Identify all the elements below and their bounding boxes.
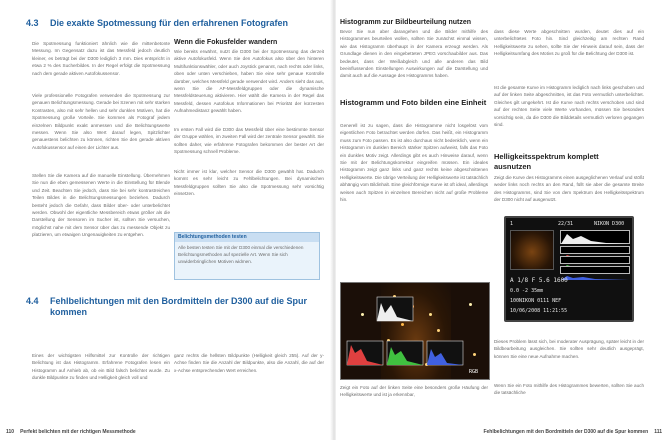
lcd-histogram-green	[560, 256, 630, 264]
subheading: Histogramm und Foto bilden eine Einheit	[340, 98, 487, 107]
paragraph: Generell ist zu sagen, dass die Histogramme nicht losgelöst vom eigentlichen Foto betrachtet werden dürfen. Das heißt, ein Histogramm muss zum Foto passen. Es ist also durchaus nicht bedenklich, wenn ein Histogramm im dunklen Bereich stärker Spitzen aufweist, falls das Foto ein dunkles Motiv zeigt. Allerdings gibt es auch Hinweise darauf, wenn Sie mit der Belichtungskorrektur eingreifen müssen. Ein ideales Histogramm zeigt ganz links und ganz rechts keine abgeschnittenen Helligkeitswerte. Die übrige Verteilung der Helligkeitswerte ist tatsächlich abhängig vom Bildinhalt. Eine gleichförmige Kurve ist oft ideal, allerdings weisen auch Spitzen in einzelnen Bereichen nicht auf große Probleme hin.	[340, 123, 488, 203]
christmas-tree-photo	[340, 282, 490, 380]
subheading: Wenn die Fokusfelder wandern	[174, 39, 278, 46]
page-number: 110	[6, 429, 15, 435]
paragraph: Eines der wichtigsten Hilfsmittel zur Kontrolle der richtigen Belichtung ist das Histogramm. Erfahrene Fotografen lesen ein Histogramm auf Anhieb ab, ob ein Bild falsch belichtet wurde. Zu dunkle Bildpunkte zu finden und Helligkeit gleich voll und	[32, 353, 170, 381]
left-page	[0, 0, 332, 440]
section-number: 4.4	[26, 296, 39, 306]
lcd-date-row: 10/06/2008 11:21:55	[510, 308, 568, 314]
lcd-exposure-row: A 1/8 F 5.6 1600	[510, 277, 568, 284]
info-box	[174, 232, 320, 280]
lcd-file-row: 100NIKON 0111 NEF	[510, 298, 562, 304]
lcd-settings-row: 0.0 -2 35mm	[510, 288, 544, 294]
section-heading-4-4	[26, 296, 326, 318]
section-heading-4-3	[26, 18, 326, 29]
lcd-image-counter: 22/31	[558, 221, 574, 227]
lcd-histogram-blue	[560, 266, 630, 274]
rgb-histogram-overlay	[341, 283, 490, 380]
subheading: Histogramm zur Bildbeurteilung nutzen	[340, 19, 472, 26]
paragraph: Ist die gesamte Kurve im Histogramm lediglich nach links geschoben und auf der linken Seite abgeschnitten, ist das Foto vermutlich unterbelichtet. Gleiches gilt umgekehrt. Ist die Kurve nach rechts verschoben und sind auf der rechten Seite viele Werte vorhanden, müssen Sie besonders vorsichtig sein, da die D300 die Bilddetails vermutlich verloren gegangen sind.	[494, 85, 644, 128]
paragraph: Die Spotmessung funktioniert ähnlich wie die mittenbetonte Messung. Im Gegensatz dazu ist das Messfeld jedoch deutlich kleiner, es beträgt bei der D300 lediglich 3 mm. Dies entspricht in etwa 2 % des Sucherbildes. In der Regel erfolgt die Spotmessung nach dem gerade aktiven Autofokussensor.	[32, 41, 170, 76]
right-page	[336, 0, 668, 440]
info-box-text: Alle besten testen Sie mit der D300 einmal die verschiedenen Belichtungsmethoden auf spezielle Art. Wenn Sie sich unwiderbringlichen Motiven widmen.	[178, 245, 304, 265]
paragraph: Zeigt die Kurve des Histogramms einen ausgeglichenen Verlauf und stößt weder links noch rechts an den Rand, füllt sie aber die gesamte Breite des Histogramms, sind Sie von dem Spektrum des Helligkeitsspektrum der D300 nicht auf ausgenutzt.	[494, 175, 644, 203]
lcd-histogram-luminance	[560, 230, 630, 244]
lcd-thumbnail	[510, 230, 554, 270]
subheading: Helligkeitsspektrum komplett ausnutzen	[494, 152, 599, 171]
paragraph: Wie bereits erwähnt, nutzt die D300 bei der Spotmessung das derzeit aktive Autofokusfeld. Wenn Sie den Autofokus also über den hinteren Multifunktionswähler, oder auch Joystick genannt, nach rechts oder links, oben oder unten verschieben, haben Sie eine sehr genaue Kontrolle darüber, welches Messfeld gerade verwendet wird. Anders sieht das aus, wenn Sie die AF-Messfeldgruppen oder die dynamische Messfeldsteuerung aktivieren. Hier wählt die Kamera in der Regel das Messfeld, dessen Autofokus Informationen bei Priorität der kürzesten Aufnahmedistanz gewählt haben.	[174, 49, 324, 114]
lcd-histogram-red	[560, 246, 630, 254]
section-number: 4.3	[26, 18, 39, 28]
paragraph: Stellen Sie die Kamera auf die manuelle Einstellung. Übernehmen Sie nun die eben gemessenen Werte in die Einstellung für Blende und Zeit. Beachten Sie jedoch, dass Sie bei sehr kontrastreichen Teilen Bildes in die Belichtungsmessungen beziehen. Dadurch besteht jedoch die Gefahr, dass Bilder über- oder unterbelichtet werden. Obwohl der eigentliche Messbereich etwas größer als die Darstellung der Sensoren im Sucher ist, sollten Sie versuchen, möglichst nahe mit dem Sensor über das zu messende Objekt zu platzieren, um etwaigen Ungenauigkeiten zu entgehen.	[32, 173, 170, 238]
paragraph: Bevor Sie nun aber darangehen und die Bilder mithilfe des Histogrammes beurteilen wollen, sollten Sie zunächst einmal wissen, wie das Histogramm überhaupt in der Kamera erzeugt werden. Als Grundlage dienen in den eingebetteten JPEG vorschaubilder aus. Das bedeutet, dass der Weißabgleich und alle anderen das Bild beeinflussenden Einstellungen Auswirkungen auf die Darstellung und damit auch auf die Aussage des Histogramms haben.	[340, 29, 488, 79]
running-title: Fehlbelichtungen mit den Bordmitteln der D300 auf die Spur kommen	[483, 429, 649, 435]
paragraph: Dieses Problem lässt sich, bei moderater Ausprägung, später leicht in der Bildbearbeitung ausgleichen. Sie sollten sehr deutlich ausgeprägt, können Sie eine neue Aufnahme machen.	[494, 339, 644, 359]
paragraph: Viele professionelle Fotografen verwenden die Spotmessung zur genauen Belichtungsmessung. Gerade bei Szenen mit sehr starken Kontrasten, also mit sehr hellen und sehr dunklen Motiven, hat die Spotmessung große Vorteile. Sie kommen als Fotograf jedem einzelnen Bildpunkt exakt anmessen und die Belichtungswerte messen. Wenn Sie also Wert darauf legen, Spitzlichter genauestens belichten zu können, richten Sie den gerade aktiven Autofokussensor auf einen der Lichter aus.	[32, 93, 170, 150]
paragraph: ganz rechts die hellsten Bildpunkte (Helligkeit gleich 255). Auf der y-Achse finden Sie die Anzahl der Bildpunkte, also die Anzahl, die auf der x-Achse entsprechenden Wert erreichen.	[174, 353, 324, 373]
camera-lcd-display	[504, 216, 634, 322]
page-footer	[336, 424, 668, 440]
page-number: 111	[654, 429, 662, 435]
page-footer	[0, 424, 332, 440]
section-title: Fehlbelichtungen mit den Bordmitteln der D300 auf die Spur kommen	[50, 296, 308, 317]
section-title: Die exakte Spotmessung für den erfahrenen Fotografen	[50, 18, 289, 28]
lcd-camera-model: NIKON D300	[594, 221, 625, 227]
paragraph: dass diese Werte abgeschnitten wurden, deutet dies auf ein unterbelichtetes Foto hin. Sind gleichzeitig am rechten Rand Helligkeitswerte zu sehen, sollte Sie der Hinweis darauf sein, dass der Helligkeitsumfang des Motivs zu groß für die Belichtung der D300 ist.	[494, 29, 644, 57]
lcd-frame-number: 1	[510, 221, 514, 227]
info-box-title: Belichtungsmethoden testen	[175, 233, 319, 242]
paragraph: Zeigt ein Foto auf der linken Seite eine besonders große Häufung der Helligkeitswerte und ist ja erkennbar,	[340, 385, 488, 398]
rgb-label: RGB	[469, 369, 479, 375]
running-title: Perfekt belichten mit der richtigen Messmethode	[20, 429, 136, 435]
paragraph: Im ersten Fall wird die D300 das Messfeld über eine bestimmte Sensor der Gruppe wählen, im zweiten Fall wird der zentrale Sensor gewählt. Sie sollten daher, wie erfahrene Fotografen bekommen der bester Art der Spotmessung schnell Probleme.	[174, 127, 324, 155]
paragraph: Nicht immer ist klar, welcher Sensor die D300 gewählt hat. Dadurch kommt es sehr leicht zu Fehlbelichtungen. Bei dynamischen Messfeldgruppen sollten Sie also die Spotmessung sehr vorsichtig einsetzen.	[174, 169, 324, 197]
paragraph: Wenn Sie ein Foto mithilfe des Histogrammes bewerten, sollten Sie auch die tatsächliche	[494, 383, 644, 396]
